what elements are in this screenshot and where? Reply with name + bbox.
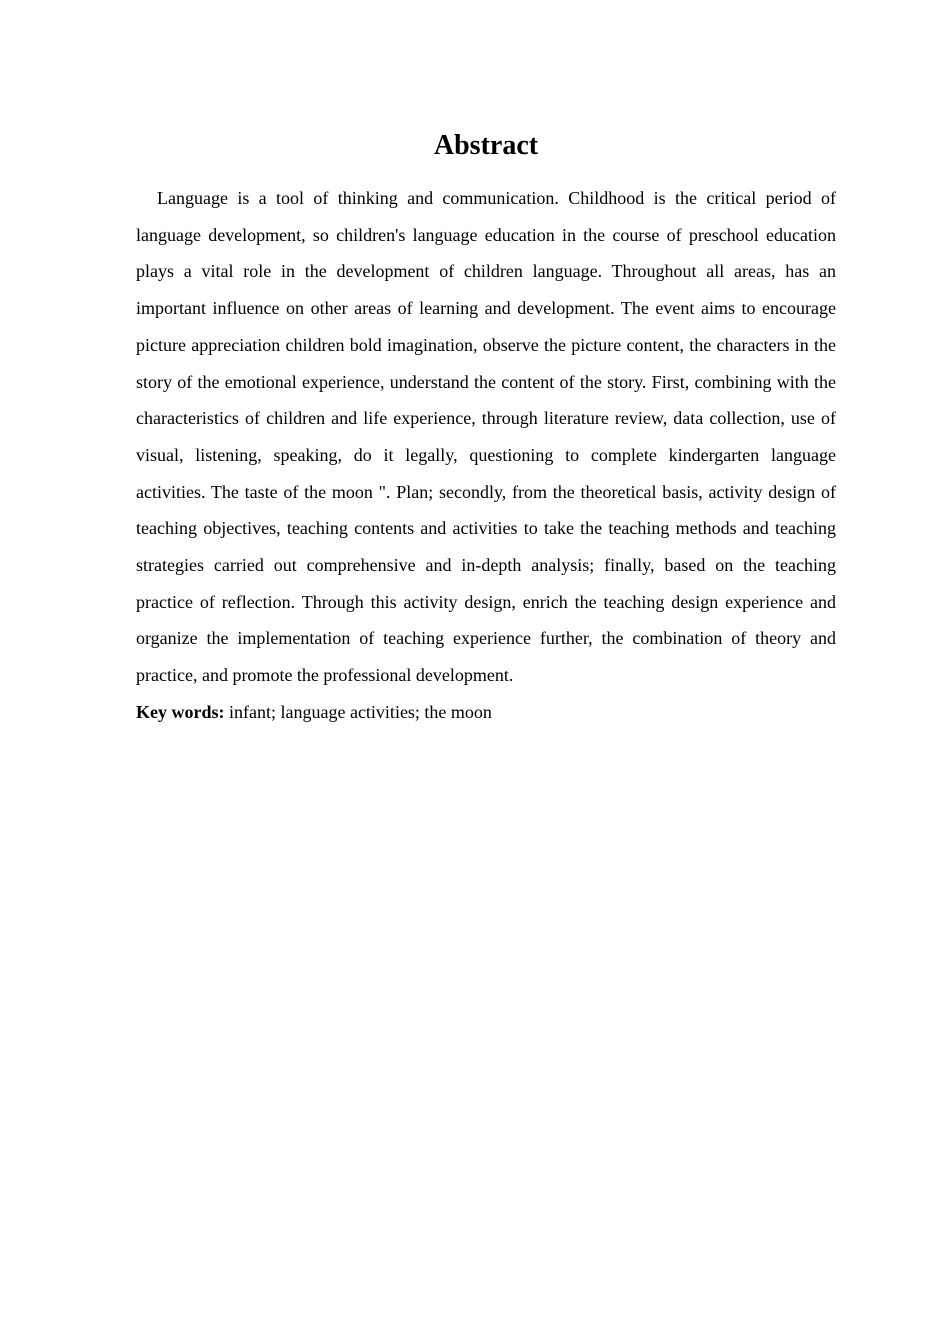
abstract-title: Abstract <box>433 130 539 161</box>
keywords-value: infant; language activities; the moon <box>224 701 492 722</box>
keywords-label: Key words: <box>136 701 225 722</box>
abstract-body: Language is a tool of thinking and communication. Childhood is the critical period of language development, so children's language education in the course of preschool education plays a vital role in the development of children language. Throughout all areas, has an important influence on other areas of learning and development. The event aims to encourage picture appreciation children bold imagination, observe the picture content, the characters in the story of the emotional experience, understand the content of the story. First, combining with the characteristics of children and life experience, through literature review, data collection, use of visual, listening, speaking, do it legally, questioning to complete kindergarten language activities. The taste of the moon ". Plan; secondly, from the theoretical basis, activity design of teaching objectives, teaching contents and activities to take the teaching methods and teaching strategies carried out comprehensive and in-depth analysis; finally, based on the teaching practice of reflection. Through this activity design, enrich the teaching design experience and organize the implementation of teaching experience further, the combination of theory and practice, and promote the professional development. <box>136 188 836 686</box>
keywords-line <box>136 694 836 731</box>
abstract-page <box>136 124 836 731</box>
